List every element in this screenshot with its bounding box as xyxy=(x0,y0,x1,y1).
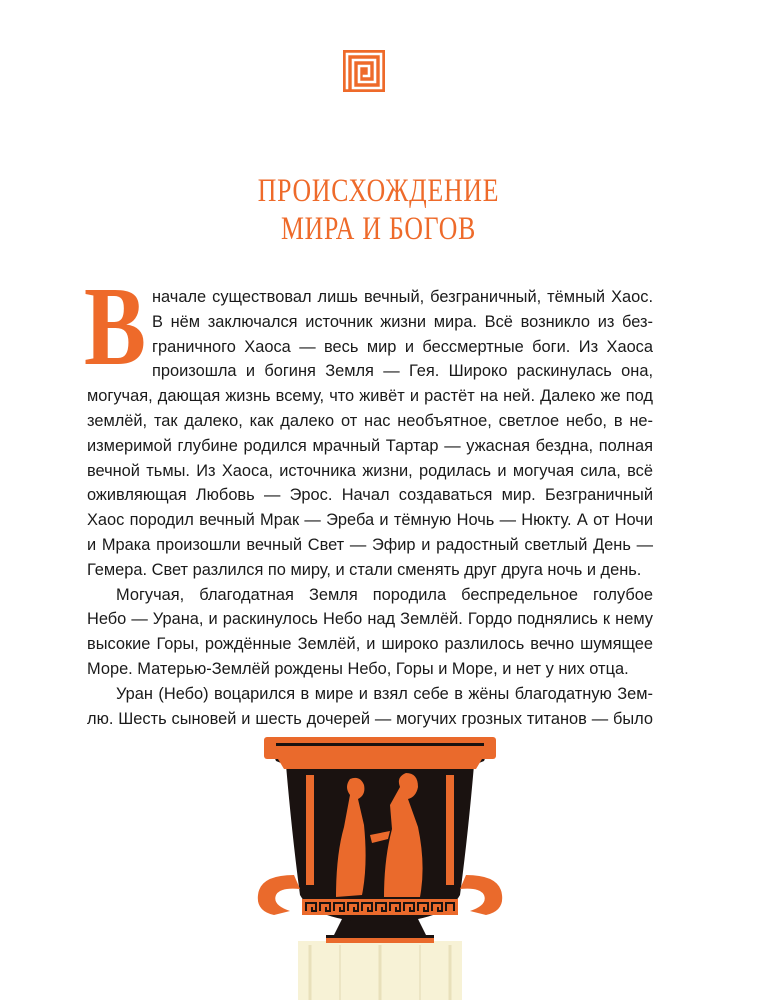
text-line: лю. Шесть сыновей и шесть дочерей — могучих грозных титанов — было xyxy=(87,709,653,728)
text-line: Гемера. Свет разлился по миру, и стали сменять друг друга ночь и день. xyxy=(87,560,642,579)
text-line: начале существовал лишь вечный, безграничный, тёмный Хаос. xyxy=(152,288,653,306)
page-title xyxy=(83,172,673,248)
title-line-2: МИРА И БОГОВ xyxy=(280,211,477,247)
text-line: В нём заключался источник жизни мира. Всё возникло из без- xyxy=(152,312,653,331)
greek-krater-vase-icon xyxy=(250,735,510,1000)
text-line: и Мрака произошли вечный Свет — Эфир и радостный светлый День — xyxy=(87,535,653,554)
text-line: граничного Хаоса — весь мир и бессмертные боги. Из Хаоса xyxy=(152,337,653,356)
text-line: вечной тьмы. Из Хаоса, источника жизни, родилась и могучая сила, всё xyxy=(87,461,653,480)
text-line: Море. Матерью-Землёй рождены Небо, Горы и Море, и нет у них отца. xyxy=(87,659,629,678)
text-line: Могучая, благодатная Земля породила беспредельное голубое xyxy=(116,585,653,604)
text-line: Хаос породил вечный Мрак — Эреба и тёмную Ночь — Нюкту. А от Ночи xyxy=(87,511,653,530)
text-line: Уран (Небо) воцарился в мире и взял себе в жёны благодатную Зем- xyxy=(116,684,653,703)
body-text xyxy=(87,285,653,731)
title-line-1: ПРОИСХОЖДЕНИЕ xyxy=(257,173,500,209)
greek-meander-icon xyxy=(343,50,385,92)
text-line: Небо — Урана, и раскинулось Небо над Землёй. Гордо поднялись к нему xyxy=(87,610,653,629)
text-line: могучая, дающая жизнь всему, что живёт и растёт на ней. Далеко же под xyxy=(87,387,653,406)
text-line: измеримой глубине родился мрачный Тартар — ужасная бездна, полная xyxy=(87,436,653,455)
text-line: произошла и богиня Земля — Гея. Широко раскинулась она, xyxy=(152,362,653,381)
text-line: землёй, так далеко, как далеко от нас необъятное, светлое небо, в не- xyxy=(87,411,653,430)
text-line: оживляющая Любовь — Эрос. Начал создаваться мир. Безграничный xyxy=(87,486,653,505)
text-line: высокие Горы, рождённые Землёй, и широко разлилось вечно шумящее xyxy=(87,635,653,654)
svg-text:В: В xyxy=(84,265,146,389)
